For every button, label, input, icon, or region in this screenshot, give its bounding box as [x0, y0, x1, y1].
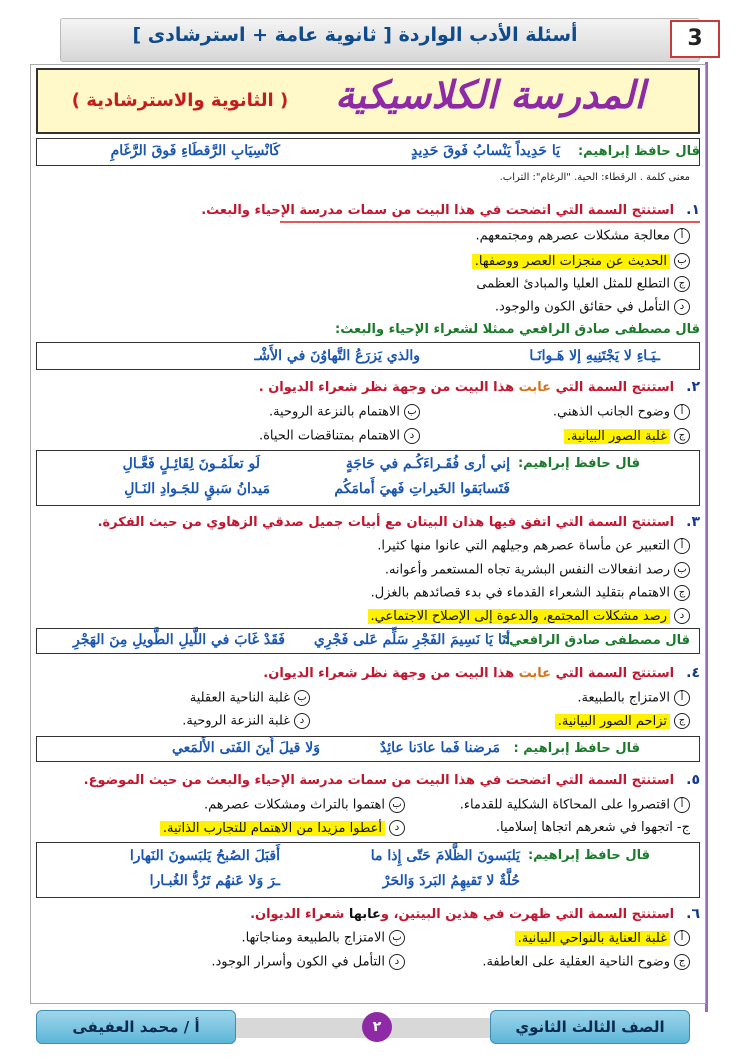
- verse-2-half1: والذي يَزرَعُ التَّهاوُنَ في الأَشْـ: [254, 348, 420, 364]
- q2-option-b-text: الاهتمام بالنزعة الروحية.: [268, 404, 400, 420]
- option-label: ب: [294, 690, 310, 706]
- option-label: ج: [674, 713, 690, 729]
- footer-grade: الصف الثالث الثانوي: [490, 1010, 690, 1044]
- q1-option-b[interactable]: [472, 253, 690, 269]
- verse-2-poet: قال مصطفى صادق الرافعي ممثلا لشعراء الإحياء والبعث:: [335, 322, 700, 337]
- option-label: أ: [674, 930, 690, 946]
- q2-option-c-text: غلبة الصور البيانية.: [564, 429, 670, 444]
- q3-option-d-text: رصد مشكلات المجتمع، والدعوة إلى الإصلاح الاجتماعي.: [368, 609, 670, 624]
- option-label: د: [404, 428, 420, 444]
- q5-option-c[interactable]: [496, 820, 690, 835]
- option-label: ج: [674, 585, 690, 601]
- q2-option-b[interactable]: [269, 404, 420, 420]
- q1-option-a-text: معالجة مشكلات عصرهم ومجتمعهم.: [475, 228, 670, 244]
- page-title: المدرسة الكلاسيكية: [335, 72, 645, 117]
- verse-4-poet: قال مصطفى صادق الرافعي:: [503, 633, 690, 648]
- verse-1-half1: يَا حَدِيداً يَنْسابُ فَوقَ حَدِيدٍ: [411, 143, 560, 159]
- verse-5-half1: مَرضنا فَما عادَنا عائِدٌ: [379, 740, 500, 756]
- verse-5-half2: وَلا قيلَ أَينَ الفَتى الأَلمَعي: [172, 740, 320, 756]
- question-1: [201, 202, 700, 218]
- q5-option-c-text: اتجهوا في شعرهم اتجاها إسلاميا.: [495, 820, 673, 835]
- question-3-text: استنتج السمة التي اتفق فيها هذان البيتان مع أبيات جميل صدقي الزهاوي من حيث الفكرة.: [97, 515, 675, 530]
- q6-option-c[interactable]: [482, 954, 690, 970]
- option-label: أ: [674, 538, 690, 554]
- q1-option-d-text: التأمل في حقائق الكون والوجود.: [494, 299, 670, 315]
- q5-option-d[interactable]: [160, 820, 405, 836]
- question-2-number: ٢.: [686, 379, 700, 395]
- question-1-number: ١.: [686, 202, 700, 218]
- option-label: د: [389, 820, 405, 836]
- q3-option-a-text: التعبير عن مأساة عصرهم وجيلهم التي عانوا منها كثيرا.: [377, 538, 670, 554]
- question-6-pre: استنتج السمة التي ظهرت في هذين البيتين، و: [380, 907, 675, 922]
- verse-1-half2: كَانْسِيَابِ الرَّقطَاءِ فَوقَ الرَّغَامِ: [110, 143, 280, 159]
- q2-option-a-text: وضوح الجانب الذهني.: [552, 404, 670, 420]
- page-subtitle: ( الثانوية والاسترشادية ): [71, 90, 289, 111]
- question-5: [84, 772, 700, 788]
- option-label: أ: [674, 690, 690, 706]
- verse-5-poet: قال حافظ إبراهيم :: [513, 741, 640, 756]
- q5-option-d-text: أعطوا مزيدا من الاهتمام للتجارب الذاتية.: [160, 821, 385, 836]
- page-number-badge: 3: [670, 20, 720, 58]
- q4-option-c[interactable]: [555, 713, 690, 729]
- question-2-pre: استنتج السمة التي: [555, 380, 675, 395]
- verse-6-line2-a: حُلَّةٌ لا تَقيهِمُ البَردَ وَالحَرْ: [382, 873, 520, 889]
- verse-3-poet: قال حافظ إبراهيم:: [517, 456, 640, 471]
- q3-option-a[interactable]: [377, 538, 690, 554]
- question-5-text: استنتج السمة التي اتضحت في هذا البيت من سمات مدرسة الإحياء والبعث من حيث الموضوع.: [83, 773, 675, 788]
- question-6-post: شعراء الديوان.: [250, 907, 345, 922]
- footer-teacher: أ / محمد العفيفى: [36, 1010, 236, 1044]
- footer-page-number: ٢: [362, 1012, 392, 1042]
- header-title: أسئلة الأدب الواردة [ ثانوية عامة + استرشادى ]: [132, 24, 578, 46]
- q3-option-c[interactable]: [371, 585, 690, 601]
- q3-option-d[interactable]: [368, 608, 690, 624]
- question-3: [98, 514, 700, 530]
- vocabulary-note: معنى كلمة . الرقطاء: الحية. "الرغام": التراب.: [499, 172, 690, 183]
- q5-option-b[interactable]: [204, 797, 405, 813]
- question-6-keyword: عابها: [348, 907, 381, 922]
- option-label: ب: [674, 253, 690, 269]
- question-2: [259, 379, 700, 395]
- option-label: د: [674, 299, 690, 315]
- option-label: ج-: [676, 820, 690, 835]
- q1-option-a[interactable]: [476, 228, 690, 244]
- question-1-text: استنتج السمة التي اتضحت في هذا البيت من سمات مدرسة الإحياء والبعث.: [201, 203, 675, 218]
- option-label: أ: [674, 228, 690, 244]
- verse-3-line1-a: إني أرى فُقَـراءَكُـم في حَاجَةٍ: [345, 456, 510, 472]
- q6-option-c-text: وضوح الناحية العقلية على العاطفة.: [482, 954, 670, 970]
- q4-option-d-text: غلبة النزعة الروحية.: [182, 713, 290, 729]
- question-5-number: ٥.: [686, 772, 700, 788]
- option-label: د: [674, 608, 690, 624]
- q3-option-b-text: رصد انفعالات النفس البشرية تجاه المستعمر وأعوانه.: [384, 562, 670, 578]
- q2-option-c[interactable]: [564, 428, 690, 444]
- option-label: د: [294, 713, 310, 729]
- q5-option-a[interactable]: [460, 797, 690, 813]
- q2-option-a[interactable]: [553, 404, 690, 420]
- question-1-underline: [280, 221, 700, 223]
- option-label: ج: [674, 954, 690, 970]
- q4-option-d[interactable]: [182, 713, 310, 729]
- q1-option-d[interactable]: [495, 299, 690, 315]
- q1-option-c[interactable]: [476, 276, 690, 292]
- verse-3-line2-b: مَيدانُ سَبقٍ للجَـوادِ النَـالِ: [124, 481, 270, 497]
- q4-option-c-text: تزاحم الصور البيانية.: [555, 714, 670, 729]
- q4-option-a[interactable]: [577, 690, 690, 706]
- q6-option-a-text: غلبة العناية بالنواحي البيانية.: [515, 931, 670, 946]
- q4-option-b-text: غلبة الناحية العقلية: [189, 690, 290, 706]
- option-label: ب: [389, 930, 405, 946]
- question-6: [250, 906, 700, 922]
- verse-6-poet: قال حافظ إبراهيم:: [527, 848, 650, 863]
- q4-option-a-text: الامتزاج بالطبيعة.: [577, 690, 670, 706]
- q6-option-d-text: التأمل في الكون وأسرار الوجود.: [211, 954, 385, 970]
- q6-option-d[interactable]: [211, 954, 405, 970]
- question-6-number: ٦.: [686, 906, 700, 922]
- question-4-number: ٤.: [686, 665, 700, 681]
- option-label: د: [389, 954, 405, 970]
- verse-3-line2-a: فَتَسابَقوا الخَيراتِ فَهيَ أَمامَكُم: [334, 481, 510, 497]
- verse-2-half2: ـيَـاءِ لا يَجْتَنِيهِ إلا هَـوانَـا: [529, 348, 660, 364]
- q2-option-d-text: الاهتمام بمتناقضات الحياة.: [258, 428, 400, 444]
- question-3-number: ٣.: [686, 514, 700, 530]
- q1-option-c-text: التطلع للمثل العليا والمبادئ العظمى: [476, 276, 670, 292]
- option-label: ب: [389, 797, 405, 813]
- verse-1-poet: قال حافظ إبراهيم:: [577, 144, 700, 159]
- verse-4-half1: أنَا يَا نَسِيمَ الفَجْرِ سَلِّم عَلى فَجْرِي: [313, 632, 510, 648]
- q2-option-d[interactable]: [259, 428, 420, 444]
- q3-option-b[interactable]: [385, 562, 690, 578]
- verse-6-line1-b: أَقبَلَ الصُبحُ يَلبَسونَ النَهارا: [129, 848, 280, 864]
- question-4-keyword: عابت: [518, 666, 552, 681]
- question-4-pre: استنتج السمة التي: [555, 666, 675, 681]
- option-label: ب: [404, 404, 420, 420]
- option-label: ج: [674, 276, 690, 292]
- question-4-post: هذا البيت من وجهة نظر شعراء الديوان.: [263, 666, 515, 681]
- question-2-post: هذا البيت من وجهة نظر شعراء الديوان .: [258, 380, 515, 395]
- q5-option-a-text: اقتصروا على المحاكاة الشكلية للقدماء.: [459, 797, 670, 813]
- question-4: [263, 665, 700, 681]
- option-label: ج: [674, 428, 690, 444]
- q6-option-b-text: الامتزاج بالطبيعة ومناجاتها.: [241, 930, 385, 946]
- verse-6-line1-a: يَلبَسونَ الظَّلامَ حَتّى إِذا ما: [370, 848, 520, 864]
- q6-option-a[interactable]: [515, 930, 690, 946]
- verse-4-half2: فَقَدْ غَابَ في اللَّيلِ الطَّويلِ مِنَ الهَجْرِ: [72, 632, 285, 648]
- q6-option-b[interactable]: [242, 930, 405, 946]
- option-label: أ: [674, 797, 690, 813]
- verse-3-line1-b: لَو تعلَمُـونَ لِقَائِـلٍ فَعَّـالِ: [122, 456, 260, 472]
- q1-option-b-text: الحديث عن منجزات العصر ووصفها.: [472, 254, 670, 269]
- verse-6-line2-b: ـرَ وَلا عَنهُم تَرُدُّ الغُبـارا: [149, 873, 280, 889]
- option-label: ب: [674, 562, 690, 578]
- q5-option-b-text: اهتموا بالتراث ومشكلات عصرهم.: [204, 797, 385, 813]
- q4-option-b[interactable]: [190, 690, 310, 706]
- question-2-keyword: عابت: [518, 380, 552, 395]
- option-label: أ: [674, 404, 690, 420]
- q3-option-c-text: الاهتمام بتقليد الشعراء القدماء في بدء قصائدهم بالغزل.: [370, 585, 670, 601]
